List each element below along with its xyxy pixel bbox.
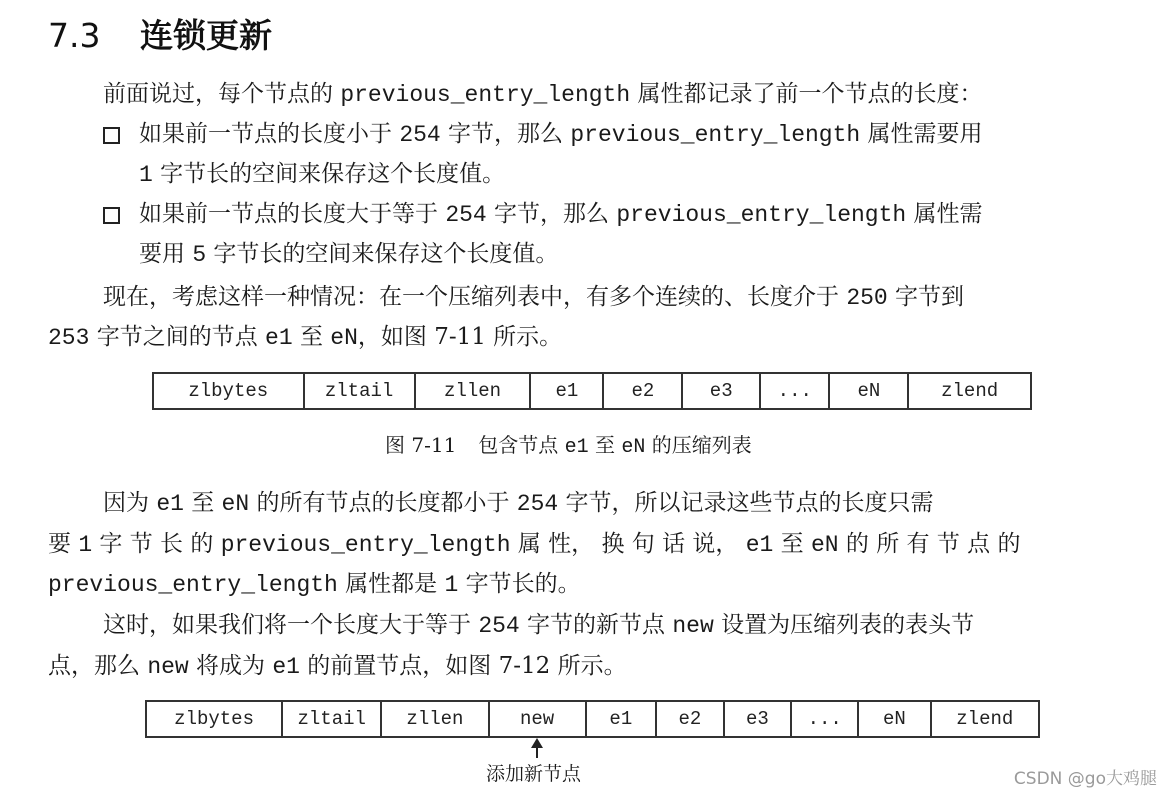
ziplist-cell: zllen	[381, 701, 488, 737]
text: 因为	[103, 490, 157, 516]
text: 至	[183, 490, 222, 516]
code-text: e1	[745, 532, 774, 558]
text: 字节的新节点	[519, 612, 673, 638]
situation-line1	[103, 282, 964, 313]
text: 如果前一节点的长度小于	[139, 121, 400, 147]
bullet2-line2	[139, 239, 558, 270]
number-text: 1	[78, 532, 93, 558]
number-text: 1	[444, 572, 459, 598]
ziplist-cell: ...	[791, 701, 858, 737]
checkbox-bullet-icon	[103, 207, 120, 224]
text: 的压缩列表	[645, 433, 752, 457]
bullet1-line1	[139, 119, 983, 150]
ziplist-cell: zltail	[282, 701, 381, 737]
number-text: 253	[48, 325, 90, 351]
number-text: 250	[846, 285, 888, 311]
code-text: previous_entry_length	[570, 122, 861, 148]
figure-caption-7-11	[385, 432, 752, 461]
intro-paragraph	[103, 79, 982, 110]
bullet2-line1	[139, 199, 983, 230]
ziplist-cell: zltail	[304, 373, 415, 409]
code-text: new	[672, 613, 714, 639]
watermark: CSDN @go大鸡腿	[1013, 769, 1157, 789]
text: 设置为压缩列表的表头节	[713, 612, 975, 638]
ziplist-figure-7-11	[152, 372, 1032, 410]
because-line3	[48, 569, 581, 600]
ziplist-figure-7-12	[145, 700, 1040, 738]
ziplist-cell: eN	[858, 701, 930, 737]
ziplist-cell: e3	[724, 701, 792, 737]
text: 字节，那么	[486, 201, 617, 227]
ziplist-cell: e1	[586, 701, 656, 737]
code-text: previous_entry_length	[48, 572, 338, 598]
text: ，如图 7-11 所示。	[357, 324, 563, 350]
text: 至	[292, 324, 331, 350]
text: 字节到	[887, 284, 965, 310]
section-number: 7.3	[48, 16, 101, 55]
text: 属性需要用	[860, 121, 983, 147]
situation-line2	[48, 322, 562, 353]
number-text: 1	[139, 162, 153, 188]
text: 前面说过，每个节点的	[103, 81, 341, 107]
code-text: e1	[564, 436, 589, 459]
code-text: new	[147, 654, 189, 680]
number-text: 254	[445, 202, 487, 228]
text: 字节，所以记录这些节点的长度只需	[558, 490, 934, 516]
text: 字节长的空间来保存这个长度值。	[152, 161, 506, 187]
because-line1	[103, 488, 934, 519]
text: 属性需	[906, 201, 983, 227]
code-text: e1	[265, 325, 293, 351]
text: 至	[588, 433, 622, 457]
ziplist-cell: new	[489, 701, 586, 737]
ziplist-cell: e3	[682, 373, 760, 409]
code-text: eN	[621, 436, 646, 459]
text: 字 节 长 的	[92, 531, 221, 557]
code-text: eN	[221, 491, 250, 517]
text: 要	[48, 531, 79, 557]
now-line1	[103, 610, 974, 641]
code-text: eN	[330, 325, 358, 351]
section-heading	[48, 10, 272, 57]
ziplist-cell: ...	[760, 373, 829, 409]
code-text: eN	[810, 532, 839, 558]
code-text: previous_entry_length	[340, 82, 631, 108]
bullet1-line2	[139, 159, 505, 190]
arrow-shaft	[536, 746, 538, 758]
ziplist-cell: zlend	[908, 373, 1031, 409]
code-text: e1	[156, 491, 184, 517]
code-text: previous_entry_length	[220, 532, 511, 558]
text: 点，那么	[48, 653, 148, 679]
ziplist-cell: zllen	[415, 373, 531, 409]
ziplist-cell: e2	[603, 373, 682, 409]
because-line2	[48, 529, 1020, 560]
text: 的所有节点的长度都小于	[249, 490, 517, 516]
text: 的前置节点，如图 7-12 所示。	[299, 653, 627, 679]
ziplist-cell: zlbytes	[146, 701, 282, 737]
arrow-label: 添加新节点	[486, 763, 582, 785]
ziplist-cell: e2	[656, 701, 724, 737]
text: 的 所 有 节 点 的	[838, 531, 1021, 557]
checkbox-bullet-icon	[103, 127, 120, 144]
text: 属性都记录了前一个节点的长度：	[630, 81, 983, 107]
text: 属 性， 换 句 话 说，	[510, 531, 746, 557]
ziplist-cell: e1	[530, 373, 603, 409]
ziplist-cell: zlend	[931, 701, 1039, 737]
text: 包含节点	[478, 433, 565, 457]
section-title: 连锁更新	[140, 16, 272, 55]
text: 字节之间的节点	[89, 324, 266, 350]
number-text: 254	[399, 122, 441, 148]
ziplist-cell: eN	[829, 373, 908, 409]
code-text: previous_entry_length	[616, 202, 907, 228]
text: 至	[773, 531, 811, 557]
caption-label: 图 7-11	[385, 433, 457, 457]
number-text: 254	[516, 491, 559, 517]
number-text: 254	[478, 613, 520, 639]
text: 字节，那么	[440, 121, 571, 147]
code-text: e1	[272, 654, 300, 680]
ziplist-row	[146, 701, 1039, 737]
ziplist-cell: zlbytes	[153, 373, 304, 409]
text: 字节长的空间来保存这个长度值。	[206, 241, 559, 267]
text: 现在，考虑这样一种情况：在一个压缩列表中，有多个连续的、长度介于	[103, 284, 847, 310]
text: 将成为	[188, 653, 273, 679]
number-text: 5	[192, 242, 207, 268]
now-line2	[48, 651, 627, 682]
ziplist-row	[153, 373, 1031, 409]
text: 字节长的。	[458, 571, 581, 597]
text: 这时，如果我们将一个长度大于等于	[103, 612, 479, 638]
text: 属性都是	[337, 571, 445, 597]
up-arrow-icon	[531, 738, 543, 758]
text: 要用	[139, 241, 193, 267]
text: 如果前一节点的长度大于等于	[139, 201, 446, 227]
